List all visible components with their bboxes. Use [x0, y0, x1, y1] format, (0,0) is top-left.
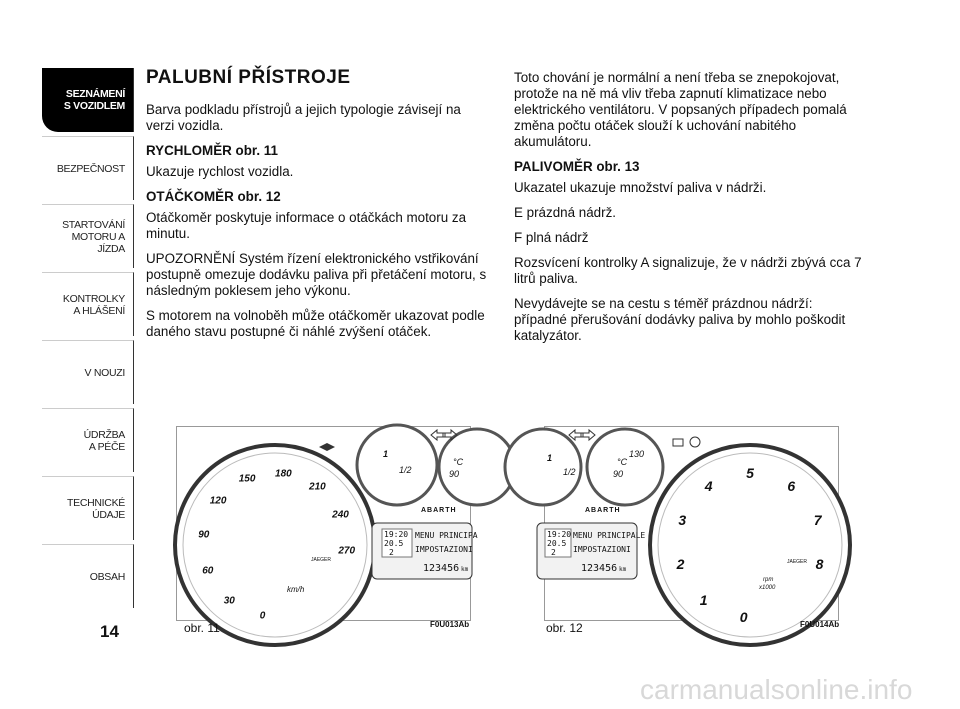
tab-v-nouzi[interactable] — [42, 340, 134, 404]
scale-label: 5 — [746, 465, 754, 481]
tab-label: A PÉČE — [88, 440, 125, 453]
empty-tank-line: E prázdná nádrž. — [514, 205, 616, 220]
page-title: PALUBNÍ PŘÍSTROJE — [146, 67, 351, 88]
scale-label: 7 — [813, 512, 822, 529]
display-submenu: IMPOSTAZIONI — [573, 545, 631, 554]
intro-text: Barva podkladu přístrojů a jejich typologie závisejí na verzi vozidla. — [146, 102, 461, 133]
tab-label: STARTOVÁNÍ — [62, 218, 125, 231]
tab-label: TECHNICKÉ — [67, 496, 125, 509]
warning-text: UPOZORNĚNÍ Systém řízení elektronického vstřikování postupně omezuje dodávku paliva při přetáčení motoru, s následným poklesem jeho výkonu. — [146, 251, 487, 298]
display-odometer: 123456 — [581, 563, 618, 574]
fuel-gauge-text: Ukazatel ukazuje množství paliva v nádrži. — [514, 180, 767, 195]
tab-label: A HLÁŠENÍ — [73, 304, 125, 317]
needle-gauge-label-half: 1/2 — [563, 467, 576, 477]
right-column — [514, 70, 864, 353]
watermark: carmanualsonline.info — [640, 674, 913, 705]
tab-label: MOTORU A JÍZDA — [71, 230, 125, 255]
idle-text: S motorem na volnoběh může otáčkoměr ukazovat podle daného stavu postupné či náhlé zvýšení otáček. — [146, 308, 485, 339]
scale-label: 60 — [202, 565, 214, 577]
tab-seznameni[interactable] — [42, 68, 134, 132]
tab-label: V NOUZI — [84, 366, 125, 379]
display-temp: 20.5 — [384, 539, 404, 548]
display-menu: MENU PRINCIPALE — [573, 531, 646, 540]
tab-startovani[interactable] — [42, 204, 134, 268]
needle-gauge-label-half: 1/2 — [399, 465, 412, 475]
display-temp: 20.5 — [547, 539, 567, 548]
tab-label: BEZPEČNOST — [56, 162, 125, 175]
display-odometer-unit: km — [461, 566, 469, 573]
scale-label: 8 — [815, 555, 824, 572]
tachometer-heading: OTÁČKOMĚR obr. 12 — [146, 189, 281, 204]
scale-label: 270 — [338, 545, 356, 557]
scale-label: 180 — [275, 468, 292, 479]
tachometer-text: Otáčkoměr poskytuje informace o otáčkách motoru za minutu. — [146, 210, 467, 241]
tab-label: KONTROLKY — [62, 292, 125, 305]
figure-caption-11: obr. 11 — [184, 621, 220, 635]
speedometer-heading: RYCHLOMĚR obr. 11 — [146, 143, 278, 158]
reserve-lamp-text: Rozsvícení kontrolky A signalizuje, že v nádrži zbývá cca 7 litrů paliva. — [514, 255, 862, 286]
scale-label: 240 — [332, 509, 349, 521]
speedometer-text: Ukazuje rychlost vozidla. — [146, 164, 294, 179]
figure-code-11: F0U013Ab — [430, 620, 470, 629]
scale-label: 0 — [259, 610, 266, 622]
full-tank-line: F plná nádrž — [514, 230, 589, 245]
tab-technicke[interactable] — [42, 476, 134, 540]
jaeger-brand: JAEGER — [787, 559, 808, 565]
abarth-logo: ABARTH — [421, 507, 457, 514]
scale-label: 2 — [676, 555, 685, 572]
scale-label: 0 — [739, 608, 748, 625]
tab-label: OBSAH — [89, 570, 125, 583]
tab-kontrolky[interactable] — [42, 272, 134, 336]
temperature-unit-label: °C — [617, 457, 628, 467]
tab-label: SEZNÁMENÍ — [65, 88, 125, 100]
abarth-logo: ABARTH — [585, 507, 621, 514]
fuel-gauge-heading: PALIVOMĚR obr. 13 — [514, 159, 640, 174]
rpm-multiplier: x1000 — [759, 585, 776, 591]
display-gear: 2 — [389, 548, 394, 557]
jaeger-brand: JAEGER — [311, 557, 332, 563]
tab-label: ÚDRŽBA — [83, 428, 125, 441]
figure-caption-12: obr. 12 — [546, 621, 583, 635]
tab-udrzba[interactable] — [42, 408, 134, 472]
needle-gauge-label-1: 1 — [383, 449, 389, 459]
display-submenu: IMPOSTAZIONI — [415, 545, 473, 554]
display-odometer-unit: km — [619, 566, 627, 573]
scale-label: 150 — [238, 473, 256, 485]
tab-obsah[interactable] — [42, 544, 134, 608]
display-time: 19:20 — [547, 530, 572, 539]
display-gear: 2 — [551, 548, 556, 557]
chapter-sidebar — [42, 68, 134, 612]
page-number: 14 — [100, 622, 119, 641]
display-menu: MENU PRINCIPA — [415, 531, 478, 540]
temperature-value-label: 90 — [449, 469, 460, 479]
left-column — [146, 67, 491, 349]
scale-label: 90 — [198, 529, 210, 541]
scale-label: 210 — [309, 481, 326, 493]
needle-gauge-label-1: 1 — [547, 453, 553, 463]
speed-unit: km/h — [287, 585, 305, 594]
scale-label: 3 — [678, 512, 687, 529]
display-time: 19:20 — [384, 530, 409, 539]
scale-label: 1 — [699, 592, 708, 609]
figure-code-12: F0U014Ab — [800, 620, 840, 629]
temperature-max-label: 130 — [629, 449, 645, 459]
scale-label: 4 — [704, 478, 713, 494]
normal-behaviour-text: Toto chování je normální a není třeba se znepokojovat, protože na ně má vliv třeba zapnutí klimatizace nebo elektrického ventilátoru. V popsaných případech pomalá změna počtu otáček slouží k uchování nabitého akumulátoru. — [514, 70, 847, 149]
tab-bezpecnost[interactable] — [42, 136, 134, 200]
tab-label: S VOZIDLEM — [63, 100, 125, 112]
scale-label: 6 — [787, 478, 796, 494]
advice-text: Nevydávejte se na cestu s téměř prázdnou nádrží: případné přerušování dodávky paliva by mohlo poškodit katalyzátor. — [514, 296, 846, 343]
tab-label: ÚDAJE — [92, 508, 125, 521]
scale-label: 30 — [223, 595, 235, 607]
figure-speedometer — [176, 426, 478, 622]
rpm-unit: rpm — [763, 577, 774, 583]
display-odometer: 123456 — [423, 563, 460, 574]
scale-label: 120 — [209, 495, 227, 507]
temperature-unit-label: °C — [453, 457, 464, 467]
temperature-value-label: 90 — [613, 469, 624, 479]
